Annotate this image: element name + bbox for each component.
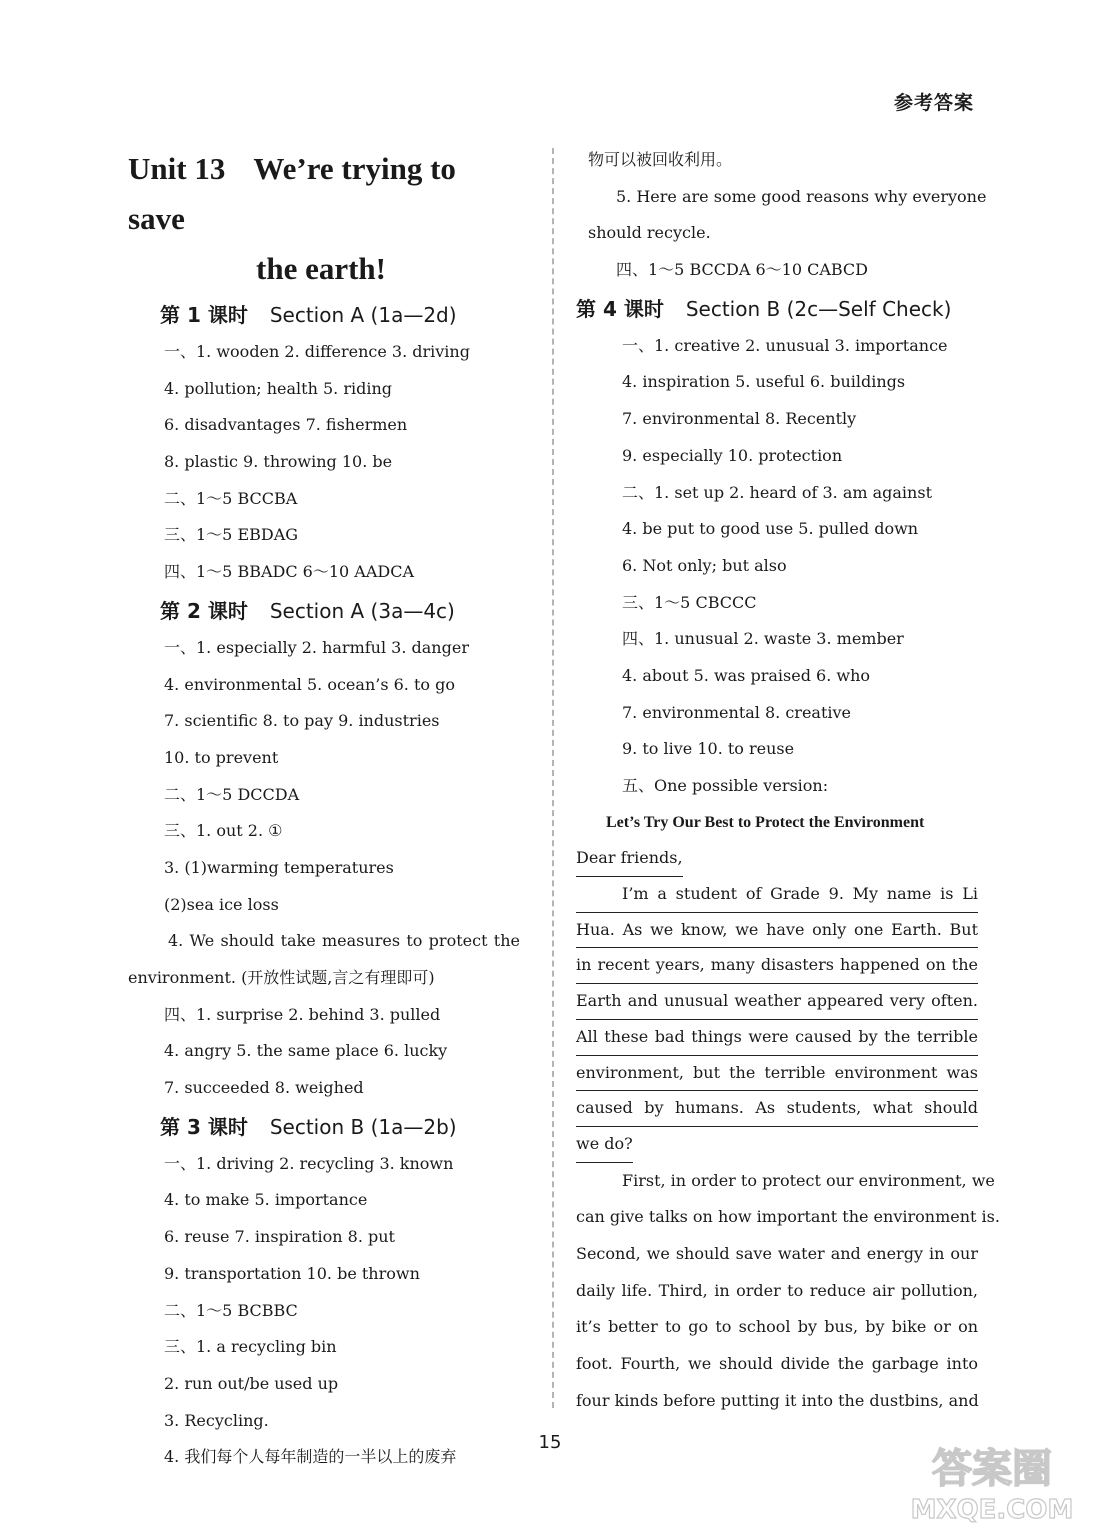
answer-line: 一、1. especially 2. harmful 3. danger [164,637,469,657]
answer-line: 4. environmental 5. ocean’s 6. to go [164,674,455,694]
watermark-domain: MXQE.COM [910,1495,1074,1525]
answer-line: 四、1～5 BCCDA 6～10 CABCD [616,260,869,280]
unit-number: Unit 13 [128,151,226,186]
essay-line: daily life. Third, in order to reduce air pollution, [576,1280,978,1300]
answer-line: 7. succeeded 8. weighed [164,1078,364,1098]
answer-line: 4. 我们每个人每年制造的一半以上的废弃 [164,1447,457,1467]
answer-line: 四、1. surprise 2. behind 3. pulled [164,1004,441,1024]
answer-line: 10. to prevent [164,747,279,767]
answer-line: 二、1. set up 2. heard of 3. am against [622,482,932,502]
answer-line: 二、1～5 BCBBC [164,1300,298,1320]
essay-line: it’s better to go to school by bus, by bike or on [576,1317,978,1337]
answer-line: 一、1. wooden 2. difference 3. driving [164,342,470,361]
answer-line: 7. scientific 8. to pay 9. industries [164,711,440,731]
answer-line: 三、1～5 CBCCC [622,592,757,612]
answer-line: 二、1～5 DCCDA [164,784,300,804]
right-column [576,142,1000,1419]
essay-underlined-line: Hua. As we know, we have only one Earth. But [576,913,978,949]
answer-line: 9. to live 10. to reuse [622,739,795,759]
unit-title [128,144,520,294]
column-divider [552,148,554,1408]
answer-line: 4. pollution; health 5. riding [164,378,392,398]
answer-line: 4. be put to good use 5. pulled down [622,519,919,539]
essay-underlined-line: in recent years, many disasters happened on the [576,948,978,984]
essay-title: Let’s Try Our Best to Protect the Environment [606,813,925,831]
essay-underlined-line: I’m a student of Grade 9. My name is Li [576,877,978,913]
answer-line: 6. reuse 7. inspiration 8. put [164,1227,395,1247]
essay-line: can give talks on how important the environment is. [576,1207,1000,1227]
answer-line: 2. run out/be used up [164,1373,339,1393]
answer-line: 三、1. out 2. ① [164,821,283,841]
answer-line: 四、1～5 BBADC 6～10 AADCA [164,562,415,582]
answer-line: 一、1. creative 2. unusual 3. importance [622,335,948,355]
page-number: 15 [538,1432,562,1453]
essay-line: foot. Fourth, we should divide the garbage into [576,1354,978,1373]
answer-line: 4. inspiration 5. useful 6. buildings [622,372,906,392]
answer-line: 8. plastic 9. throwing 10. be [164,452,393,472]
lesson-3-heading: 第 3 课时 Section B (1a—2b) [160,1114,457,1139]
left-column [128,142,520,1476]
answer-line: 3. (1)warming temperatures [164,857,394,877]
answer-line: 9. transportation 10. be thrown [164,1263,420,1283]
essay-line: First, in order to protect our environment, we [622,1170,995,1190]
watermark-text: 答案圈 [932,1446,1052,1492]
answer-line: 三、1. a recycling bin [164,1337,337,1357]
answer-line: should recycle. [588,223,711,243]
unit-title-line1: We’re trying to save [128,151,456,236]
answer-line: 一、1. driving 2. recycling 3. known [164,1153,454,1173]
essay-underlined-line: All these bad things were caused by the terrible [576,1020,978,1056]
essay-line: Second, we should save water and energy in our [576,1243,978,1263]
essay-greeting: Dear friends, [576,841,683,877]
essay-underlined-line: caused by humans. As students, what should [576,1091,978,1127]
answer-line: 四、1. unusual 2. waste 3. member [622,629,904,649]
answer-line: 7. environmental 8. Recently [622,409,857,429]
answer-line: 三、1～5 EBDAG [164,525,299,545]
answer-line: 5. Here are some good reasons why everyone [616,186,987,206]
lesson-1-heading: 第 1 课时 Section A (1a—2d) [160,303,457,327]
answer-line: 4. angry 5. the same place 6. lucky [164,1041,448,1061]
unit-title-line2: the earth! [256,251,386,286]
answer-line: 4. about 5. was praised 6. who [622,665,871,685]
header-label: 参考答案 [893,92,974,114]
answer-paragraph: environment. (开放性试题,言之有理即可) [128,968,435,987]
lesson-2-heading: 第 2 课时 Section A (3a—4c) [160,598,455,623]
answer-line: 二、1～5 BCCBA [164,488,298,508]
essay-underlined-line: Earth and unusual weather appeared very often. [576,984,978,1020]
answer-line: 4. to make 5. importance [164,1190,368,1210]
answer-continuation: 物可以被回收利用。 [588,150,733,169]
answer-paragraph: 4. We should take measures to protect the [168,931,520,951]
essay-underlined-line: environment, but the terrible environment was [576,1056,978,1092]
essay-line: four kinds before putting it into the dustbins, and [576,1390,979,1410]
answer-line: 7. environmental 8. creative [622,702,852,722]
answer-line: 6. disadvantages 7. fishermen [164,415,408,435]
answer-line: (2)sea ice loss [164,894,279,914]
answer-line: 6. Not only; but also [622,555,787,575]
watermark-logo [902,1432,1082,1528]
essay-underlined-line: we do? [576,1127,633,1163]
lesson-4-heading: 第 4 课时 Section B (2c—Self Check) [576,296,952,321]
answer-line: 9. especially 10. protection [622,445,843,465]
answer-line: 3. Recycling. [164,1410,269,1430]
answer-line: 五、One possible version: [622,776,829,795]
